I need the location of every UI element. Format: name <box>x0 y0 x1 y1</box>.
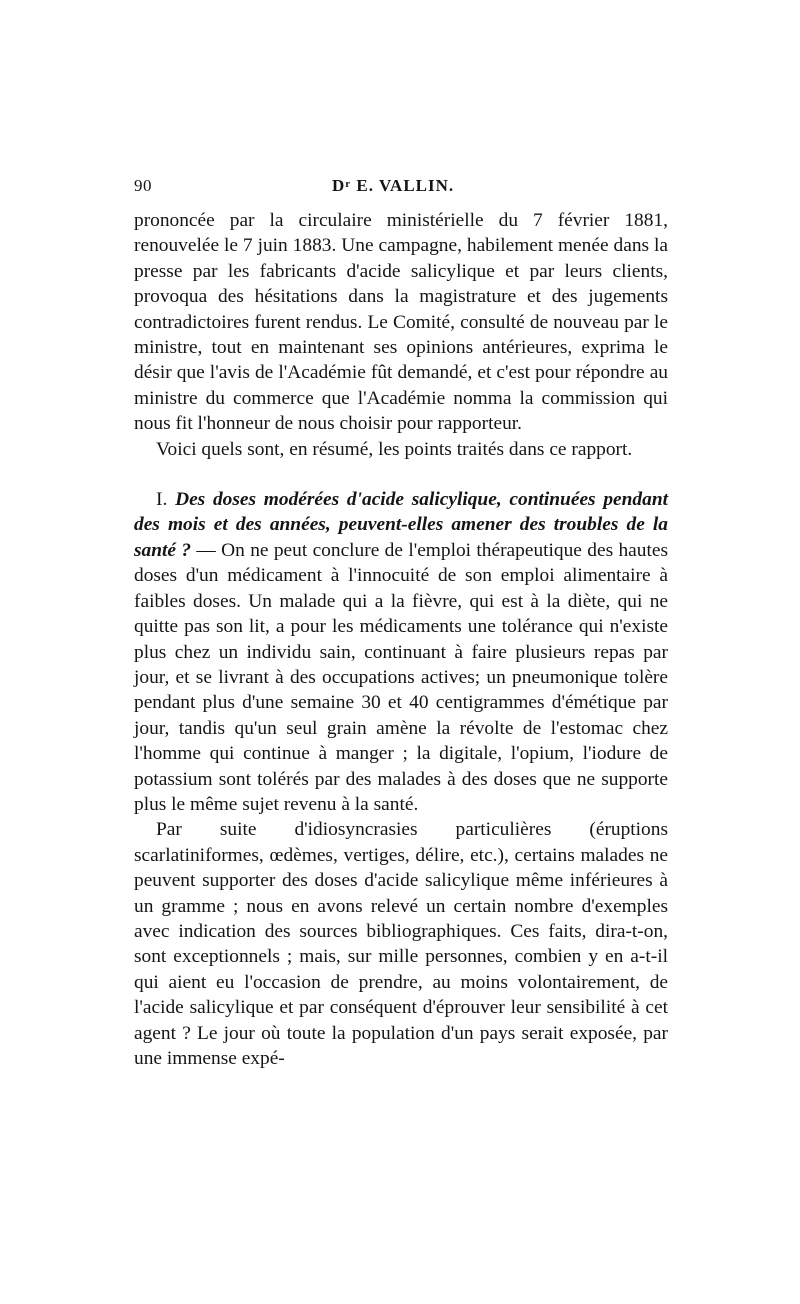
author-name: E. VALLIN. <box>351 176 455 195</box>
book-page <box>134 176 668 1071</box>
section-number: I. <box>156 489 176 511</box>
section-title: Des doses modérées d'acide salicylique, continuées pendant des mois et des années, peuvent-elles amener des troubles de la santé ? <box>134 489 668 561</box>
author-prefix: D <box>332 176 346 195</box>
author-superscript: r <box>345 178 352 190</box>
page-number: 90 <box>134 176 152 195</box>
paragraph-4: Par suite d'idiosyncrasies particulières (éruptions scarlatiniformes, œdèmes, vertiges, délire, etc.), certains malades ne peuvent supporter des doses d'acide salicylique même inférieures à un gramme ; nous en avons relevé un certain nombre d'exemples avec indication des sources bibliographiques. Ces faits, dira-t-on, sont exceptionnels ; mais, sur mille personnes, combien y en a-t-il qui aient eu l'occasion de prendre, au moins volontairement, de l'acide salicylique et par conséquent d'éprouver leur sensibilité à cet agent ? Le jour où toute la population d'un pays serait exposée, par une immense expé- <box>134 819 668 1069</box>
body-text <box>134 208 668 1071</box>
section-gap <box>134 462 668 487</box>
running-head-author <box>332 176 454 196</box>
running-head <box>134 176 668 200</box>
paragraph-section-1 <box>134 487 668 817</box>
paragraph-2: Voici quels sont, en résumé, les points traités dans ce rapport. <box>156 438 633 460</box>
paragraph-1: prononcée par la circulaire ministérielle du 7 février 1881, renouvelée le 7 juin 1883. Une campagne, habilement menée dans la presse par les fabricants d'acide salicylique et par leurs clients, provoqua des hésitations dans la magistrature et des jugements contradictoires furent rendus. Le Comité, consulté de nouveau par le ministre, tout en maintenant ses opinions antérieures, exprima le désir que l'avis de l'Académie fût demandé, et c'est pour répondre au ministre du commerce que l'Académie nomma la commission qui nous fit l'honneur de nous choisir pour rapporteur. <box>134 210 668 435</box>
section-1-text: — On ne peut conclure de l'emploi thérapeutique des hautes doses d'un médicament à l'innocuité de son emploi alimentaire à faibles doses. Un malade qui a la fièvre, qui est à la diète, qui ne quitte pas son lit, a pour les médicaments une tolérance qui n'existe plus chez un individu sain, continuant à faire plusieurs repas par jour, et se livrant à des occupations actives; un pneumonique tolère pendant plus d'une semaine 30 et 40 centigrammes d'émétique par jour, tandis qu'un seul grain amène la révolte de l'estomac chez l'homme qui continue à manger ; la digitale, l'opium, l'iodure de potassium sont tolérés par des malades à des doses que ne supporte plus le même sujet revenu à la santé. <box>134 539 668 815</box>
